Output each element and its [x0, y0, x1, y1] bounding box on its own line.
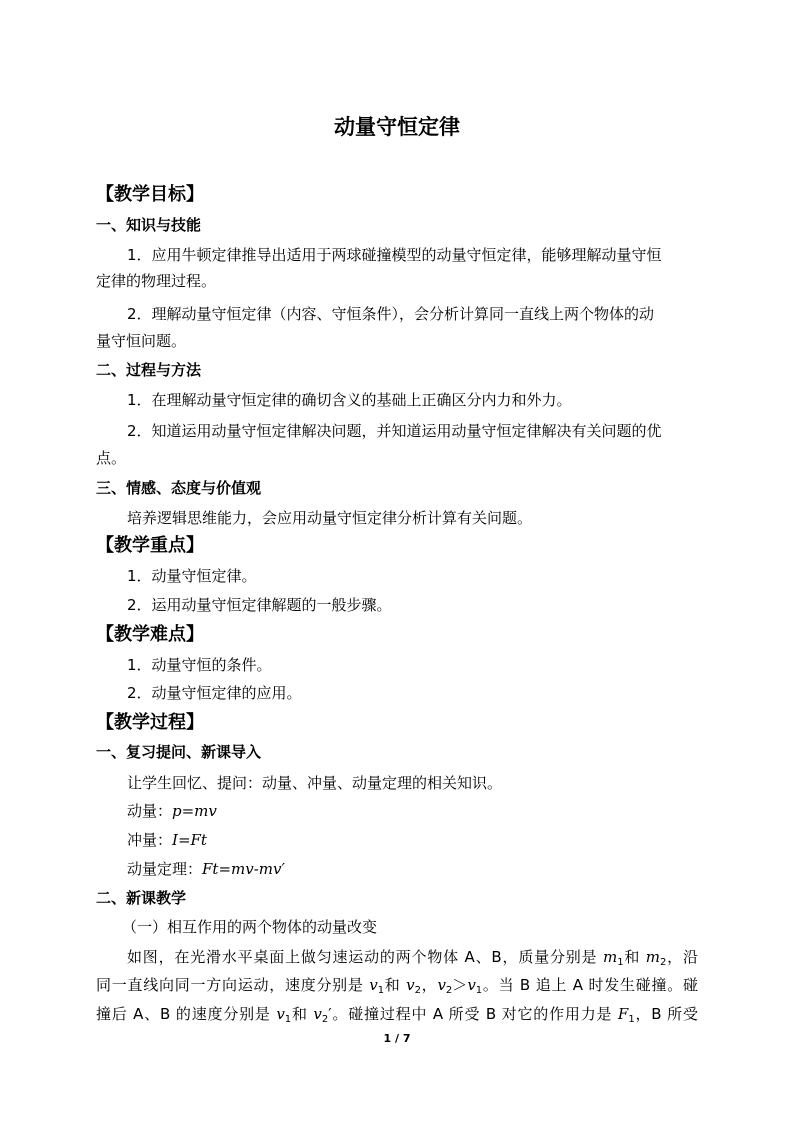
formula: Ft=mv-mv′ — [202, 860, 285, 878]
impulse-definition: 冲量：I=Ft — [127, 831, 207, 849]
subheading-values: 三、情感、态度与价值观 — [96, 479, 262, 497]
paragraph-line: 同一直线向同一方向运动，速度分别是 $v_1$和 $v_2$，$v_2>v_1$。当 B 追上 A 时发生碰撞。碰 — [96, 976, 698, 996]
paragraph-line: 量守恒问题。 — [96, 332, 187, 350]
momentum-definition: 动量：p=mv — [127, 802, 217, 820]
page-title: 动量守恒定律 — [334, 115, 460, 139]
paragraph-line: 1．应用牛顿定律推导出适用于两球碰撞模型的动量守恒定律，能够理解动量守恒 — [127, 246, 662, 264]
subheading-new-lesson: 二、新课教学 — [96, 889, 187, 907]
paragraph-line: 2．理解动量守恒定律（内容、守恒条件），会分析计算同一直线上两个物体的动 — [127, 305, 655, 323]
paragraph-line: 2．知道运用动量守恒定律解决问题，并知道运用动量守恒定律解决有关问题的优 — [127, 422, 662, 440]
formula: p=mv — [172, 802, 217, 820]
paragraph-line: 培养逻辑思维能力，会应用动量守恒定律分析计算有关问题。 — [127, 509, 533, 527]
paragraph-line: 2．动量守恒定律的应用。 — [127, 684, 302, 702]
paragraph-line: 1．动量守恒定律。 — [127, 567, 257, 585]
subheading-process: 二、过程与方法 — [96, 361, 202, 379]
paragraph-line: 如图，在光滑水平桌面上做匀速运动的两个物体 A、B，质量分别是 $m_1$和 $m_2$，沿 — [127, 948, 698, 968]
section-heading-process: 【教学过程】 — [96, 712, 204, 733]
subsection-heading: （一）相互作用的两个物体的动量改变 — [122, 918, 378, 936]
paragraph-line: 1．在理解动量守恒定律的确切含义的基础上正确区分内力和外力。 — [127, 391, 572, 409]
momentum-theorem: 动量定理：Ft=mv-mv′ — [127, 860, 285, 878]
paragraph-line: 1．动量守恒的条件。 — [127, 656, 272, 674]
subheading-review: 一、复习提问、新课导入 — [96, 743, 262, 761]
paragraph-line: 让学生回忆、提问：动量、冲量、动量定理的相关知识。 — [127, 774, 503, 792]
formula: I=Ft — [172, 831, 207, 849]
section-heading-key-points: 【教学重点】 — [96, 535, 204, 556]
section-heading-difficulties: 【教学难点】 — [96, 624, 204, 645]
paragraph-line: 定律的物理过程。 — [96, 272, 217, 290]
subheading-knowledge: 一、知识与技能 — [96, 216, 202, 234]
paragraph-line: 点。 — [96, 449, 127, 467]
page-number: 1 / 7 — [383, 1032, 411, 1045]
paragraph-line: 2．运用动量守恒定律解题的一般步骤。 — [127, 596, 392, 614]
section-heading-objectives: 【教学目标】 — [96, 184, 204, 205]
paragraph-line: 撞后 A、B 的速度分别是 $v_1$和 $v_2'$。碰撞过程中 A 所受 B 对它的作用力是 $F_1$，B 所受 — [96, 1005, 698, 1025]
